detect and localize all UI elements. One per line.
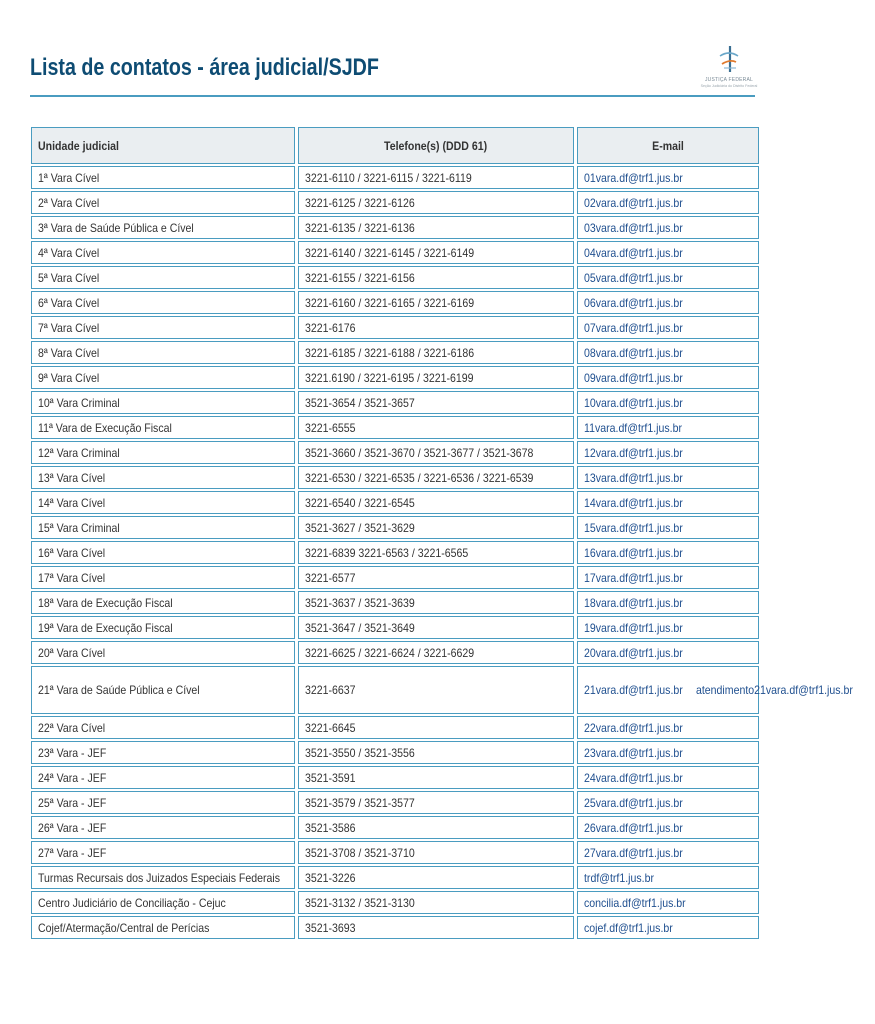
table-row bbox=[31, 741, 759, 764]
phone-cell: 3221-6540 / 3221-6545 bbox=[298, 491, 574, 514]
phone-cell: 3221-6155 / 3221-6156 bbox=[298, 266, 574, 289]
phone-cell: 3221-6625 / 3221-6624 / 3221-6629 bbox=[298, 641, 574, 664]
phone-cell: 3221-6555 bbox=[298, 416, 574, 439]
email-cell bbox=[577, 616, 759, 639]
email-cell bbox=[577, 416, 759, 439]
table-row bbox=[31, 791, 759, 814]
email-cell bbox=[577, 391, 759, 414]
email-cell bbox=[577, 491, 759, 514]
email-cell bbox=[577, 541, 759, 564]
table-row bbox=[31, 216, 759, 239]
logo-name: JUSTIÇA FEDERAL bbox=[704, 77, 753, 83]
table-row bbox=[31, 716, 759, 739]
email-cell bbox=[577, 166, 759, 189]
table-row bbox=[31, 366, 759, 389]
email-link[interactable]: trdf@trf1.jus.br bbox=[584, 870, 655, 885]
unit-cell: Turmas Recursais dos Juizados Especiais Federais bbox=[31, 866, 295, 889]
phone-cell: 3221-6530 / 3221-6535 / 3221-6536 / 3221-6539 bbox=[298, 466, 574, 489]
unit-cell: 25ª Vara - JEF bbox=[31, 791, 295, 814]
email-link[interactable]: 10vara.df@trf1.jus.br bbox=[584, 395, 683, 410]
email-link[interactable]: 05vara.df@trf1.jus.br bbox=[584, 270, 683, 285]
page-title: Lista de contatos - área judicial/SJDF bbox=[30, 54, 379, 81]
email-link[interactable]: 14vara.df@trf1.jus.br bbox=[584, 495, 683, 510]
phone-cell: 3521-3586 bbox=[298, 816, 574, 839]
table-row bbox=[31, 516, 759, 539]
email-link[interactable]: 09vara.df@trf1.jus.br bbox=[584, 370, 683, 385]
justica-federal-logo bbox=[700, 44, 758, 94]
unit-cell: 2ª Vara Cível bbox=[31, 191, 295, 214]
email-link[interactable]: 23vara.df@trf1.jus.br bbox=[584, 745, 683, 760]
email-cell bbox=[577, 341, 759, 364]
table-row bbox=[31, 291, 759, 314]
table-row bbox=[31, 491, 759, 514]
phone-cell: 3221-6839 3221-6563 / 3221-6565 bbox=[298, 541, 574, 564]
email-cell bbox=[577, 916, 759, 939]
table-row bbox=[31, 316, 759, 339]
unit-cell: 8ª Vara Cível bbox=[31, 341, 295, 364]
phone-cell: 3521-3627 / 3521-3629 bbox=[298, 516, 574, 539]
unit-cell: 4ª Vara Cível bbox=[31, 241, 295, 264]
email-link[interactable]: 04vara.df@trf1.jus.br bbox=[584, 245, 683, 260]
email-link[interactable]: 25vara.df@trf1.jus.br bbox=[584, 795, 683, 810]
email-link[interactable]: 01vara.df@trf1.jus.br bbox=[584, 170, 683, 185]
email-cell bbox=[577, 866, 759, 889]
email-link[interactable]: 18vara.df@trf1.jus.br bbox=[584, 595, 683, 610]
unit-cell: 10ª Vara Criminal bbox=[31, 391, 295, 414]
unit-cell: 20ª Vara Cível bbox=[31, 641, 295, 664]
table-row bbox=[31, 891, 759, 914]
email-link[interactable]: 17vara.df@trf1.jus.br bbox=[584, 570, 683, 585]
table-row bbox=[31, 541, 759, 564]
phone-cell: 3221-6185 / 3221-6188 / 3221-6186 bbox=[298, 341, 574, 364]
phone-cell: 3221-6140 / 3221-6145 / 3221-6149 bbox=[298, 241, 574, 264]
email-cell bbox=[577, 791, 759, 814]
email-link[interactable]: 21vara.df@trf1.jus.br bbox=[584, 683, 683, 697]
table-row bbox=[31, 266, 759, 289]
email-cell bbox=[577, 266, 759, 289]
unit-cell: 14ª Vara Cível bbox=[31, 491, 295, 514]
scales-emblem-icon bbox=[716, 44, 742, 74]
email-cell bbox=[577, 291, 759, 314]
email-link[interactable]: 11vara.df@trf1.jus.br bbox=[584, 420, 682, 435]
table-row bbox=[31, 441, 759, 464]
unit-cell: Centro Judiciário de Conciliação - Cejuc bbox=[31, 891, 295, 914]
table-row bbox=[31, 616, 759, 639]
email-cell bbox=[577, 441, 759, 464]
table-row bbox=[31, 591, 759, 614]
email-link[interactable]: 16vara.df@trf1.jus.br bbox=[584, 545, 683, 560]
unit-cell: 1ª Vara Cível bbox=[31, 166, 295, 189]
email-link[interactable]: 12vara.df@trf1.jus.br bbox=[584, 445, 683, 460]
email-link[interactable]: 24vara.df@trf1.jus.br bbox=[584, 770, 683, 785]
unit-cell: 26ª Vara - JEF bbox=[31, 816, 295, 839]
phone-cell: 3221-6160 / 3221-6165 / 3221-6169 bbox=[298, 291, 574, 314]
email-link[interactable]: 26vara.df@trf1.jus.br bbox=[584, 820, 683, 835]
unit-cell: 13ª Vara Cível bbox=[31, 466, 295, 489]
unit-cell: 6ª Vara Cível bbox=[31, 291, 295, 314]
table-row bbox=[31, 666, 759, 714]
unit-cell: 11ª Vara de Execução Fiscal bbox=[31, 416, 295, 439]
phone-cell: 3521-3693 bbox=[298, 916, 574, 939]
email-link[interactable]: 07vara.df@trf1.jus.br bbox=[584, 320, 683, 335]
phone-cell: 3521-3708 / 3521-3710 bbox=[298, 841, 574, 864]
email-link[interactable]: 27vara.df@trf1.jus.br bbox=[584, 845, 683, 860]
title-divider bbox=[30, 95, 755, 97]
column-header-phone: Telefone(s) (DDD 61) bbox=[298, 127, 574, 164]
email-link[interactable]: 22vara.df@trf1.jus.br bbox=[584, 720, 683, 735]
email-link[interactable]: 03vara.df@trf1.jus.br bbox=[584, 220, 683, 235]
table-row bbox=[31, 766, 759, 789]
table-row bbox=[31, 566, 759, 589]
logo-subtitle: Seção Judiciária do Distrito Federal bbox=[700, 84, 758, 88]
email-link[interactable]: concilia.df@trf1.jus.br bbox=[584, 895, 686, 910]
unit-cell: 5ª Vara Cível bbox=[31, 266, 295, 289]
unit-cell: 7ª Vara Cível bbox=[31, 316, 295, 339]
email-link[interactable]: 20vara.df@trf1.jus.br bbox=[584, 645, 683, 660]
email-cell bbox=[577, 566, 759, 589]
unit-cell: 22ª Vara Cível bbox=[31, 716, 295, 739]
phone-cell: 3221-6125 / 3221-6126 bbox=[298, 191, 574, 214]
table-header-row bbox=[31, 127, 759, 164]
unit-cell: 24ª Vara - JEF bbox=[31, 766, 295, 789]
email-cell bbox=[577, 716, 759, 739]
unit-cell: 27ª Vara - JEF bbox=[31, 841, 295, 864]
email-cell bbox=[577, 516, 759, 539]
phone-cell: 3521-3550 / 3521-3556 bbox=[298, 741, 574, 764]
phone-cell: 3521-3579 / 3521-3577 bbox=[298, 791, 574, 814]
email-link[interactable]: 15vara.df@trf1.jus.br bbox=[584, 520, 683, 535]
column-header-email: E-mail bbox=[577, 127, 759, 164]
email-cell bbox=[577, 241, 759, 264]
email-cell bbox=[577, 316, 759, 339]
phone-cell: 3221-6135 / 3221-6136 bbox=[298, 216, 574, 239]
unit-cell: 9ª Vara Cível bbox=[31, 366, 295, 389]
phone-cell: 3521-3647 / 3521-3649 bbox=[298, 616, 574, 639]
email-cell bbox=[577, 841, 759, 864]
email-link[interactable]: 13vara.df@trf1.jus.br bbox=[584, 470, 683, 485]
unit-cell: Cojef/Atermação/Central de Perícias bbox=[31, 916, 295, 939]
phone-cell: 3221-6176 bbox=[298, 316, 574, 339]
table-row bbox=[31, 841, 759, 864]
table-row bbox=[31, 466, 759, 489]
unit-cell: 23ª Vara - JEF bbox=[31, 741, 295, 764]
table-row bbox=[31, 166, 759, 189]
email-cell bbox=[577, 741, 759, 764]
email-cell bbox=[577, 191, 759, 214]
phone-cell: 3521-3132 / 3521-3130 bbox=[298, 891, 574, 914]
unit-cell: 15ª Vara Criminal bbox=[31, 516, 295, 539]
email-cell bbox=[577, 466, 759, 489]
table-row bbox=[31, 816, 759, 839]
phone-cell: 3521-3591 bbox=[298, 766, 574, 789]
phone-cell: 3221-6110 / 3221-6115 / 3221-6119 bbox=[298, 166, 574, 189]
email-cell bbox=[577, 766, 759, 789]
email-cell bbox=[577, 216, 759, 239]
phone-cell: 3221-6645 bbox=[298, 716, 574, 739]
phone-cell: 3521-3660 / 3521-3670 / 3521-3677 / 3521-3678 bbox=[298, 441, 574, 464]
unit-cell: 19ª Vara de Execução Fiscal bbox=[31, 616, 295, 639]
table-row bbox=[31, 641, 759, 664]
table-row bbox=[31, 916, 759, 939]
email-link[interactable]: cojef.df@trf1.jus.br bbox=[584, 920, 673, 935]
table-row bbox=[31, 241, 759, 264]
email-cell bbox=[577, 591, 759, 614]
table-row bbox=[31, 191, 759, 214]
table-row bbox=[31, 866, 759, 889]
table-row bbox=[31, 341, 759, 364]
phone-cell: 3221-6637 bbox=[298, 666, 574, 714]
unit-cell: 16ª Vara Cível bbox=[31, 541, 295, 564]
email-link[interactable]: 08vara.df@trf1.jus.br bbox=[584, 345, 683, 360]
unit-cell: 18ª Vara de Execução Fiscal bbox=[31, 591, 295, 614]
email-cell bbox=[577, 816, 759, 839]
phone-cell: 3221-6577 bbox=[298, 566, 574, 589]
phone-cell: 3521-3654 / 3521-3657 bbox=[298, 391, 574, 414]
email-link[interactable]: 06vara.df@trf1.jus.br bbox=[584, 295, 683, 310]
table-row bbox=[31, 391, 759, 414]
contacts-table bbox=[28, 125, 854, 941]
unit-cell: 21ª Vara de Saúde Pública e Cível bbox=[31, 666, 295, 714]
phone-cell: 3521-3637 / 3521-3639 bbox=[298, 591, 574, 614]
email-link[interactable]: atendimento21vara.df@trf1.jus.br bbox=[696, 683, 854, 697]
unit-cell: 17ª Vara Cível bbox=[31, 566, 295, 589]
email-cell bbox=[577, 366, 759, 389]
column-header-unit: Unidade judicial bbox=[31, 127, 295, 164]
email-cell bbox=[577, 891, 759, 914]
unit-cell: 3ª Vara de Saúde Pública e Cível bbox=[31, 216, 295, 239]
phone-cell: 3521-3226 bbox=[298, 866, 574, 889]
table-body bbox=[31, 166, 854, 939]
email-cell bbox=[577, 641, 759, 664]
email-link[interactable]: 02vara.df@trf1.jus.br bbox=[584, 195, 683, 210]
phone-cell: 3221.6190 / 3221-6195 / 3221-6199 bbox=[298, 366, 574, 389]
email-cell bbox=[577, 666, 854, 714]
email-link[interactable]: 19vara.df@trf1.jus.br bbox=[584, 620, 683, 635]
unit-cell: 12ª Vara Criminal bbox=[31, 441, 295, 464]
table-row bbox=[31, 416, 759, 439]
